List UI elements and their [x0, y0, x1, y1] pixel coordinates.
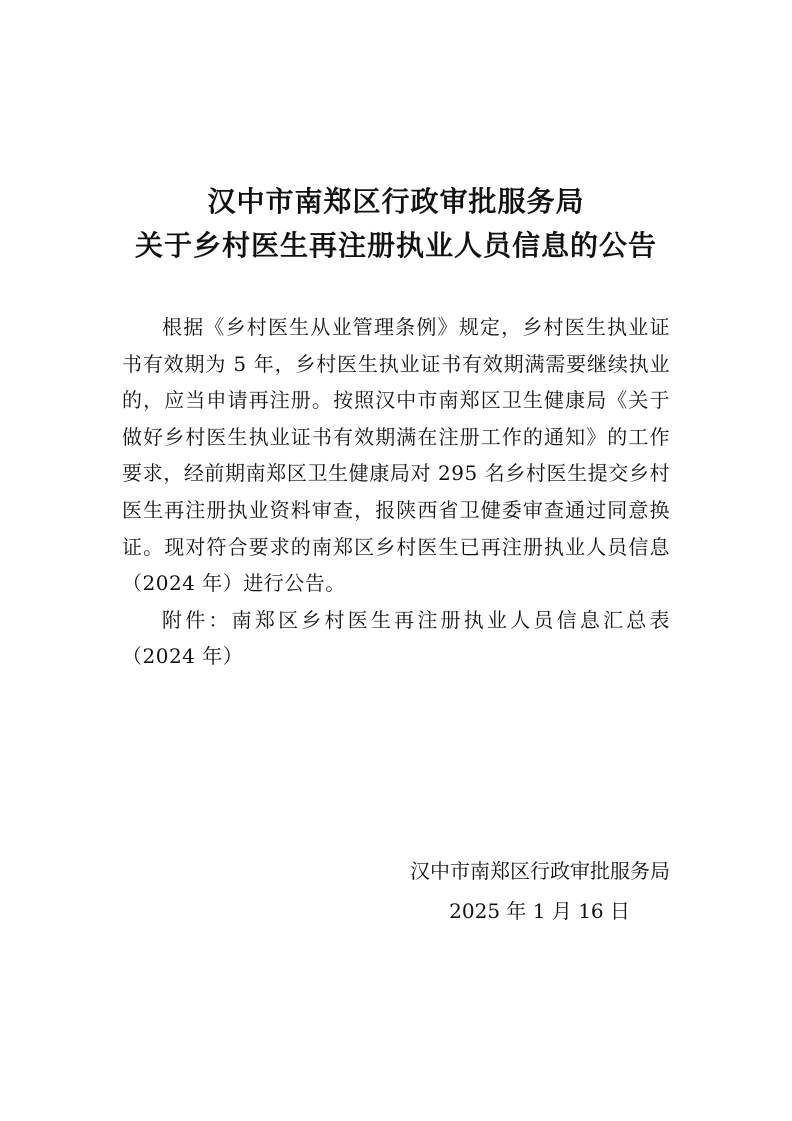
title-line-subject: 关于乡村医生再注册执业人员信息的公告 [134, 229, 657, 262]
body-paragraph-attachment: 附件：南郑区乡村医生再注册执业人员信息汇总表（2024 年） [122, 607, 670, 669]
title-line-organization: 汉中市南郑区行政审批服务局 [207, 185, 585, 218]
signature-date: 2025 年 1 月 16 日 [449, 899, 630, 923]
signature-block [270, 851, 670, 931]
signature-organization: 汉中市南郑区行政审批服务局 [410, 859, 670, 883]
document-body [122, 309, 670, 675]
body-paragraph-main: 根据《乡村医生从业管理条例》规定，乡村医生执业证书有效期为 5 年，乡村医生执业证书有效期满需要继续执业的，应当申请再注册。按照汉中市南郑区卫生健康局《关于做好乡村医生执业证书有效期满在注册工作的通知》的工作要求，经前期南郑区卫生健康局对 295 名乡村医生提交乡村医生再注册执业资料审查，报陕西省卫健委审查通过同意换证。现对符合要求的南郑区乡村医生已再注册执业人员信息（2024 年）进行公告。 [122, 315, 670, 596]
document-title [0, 180, 792, 268]
